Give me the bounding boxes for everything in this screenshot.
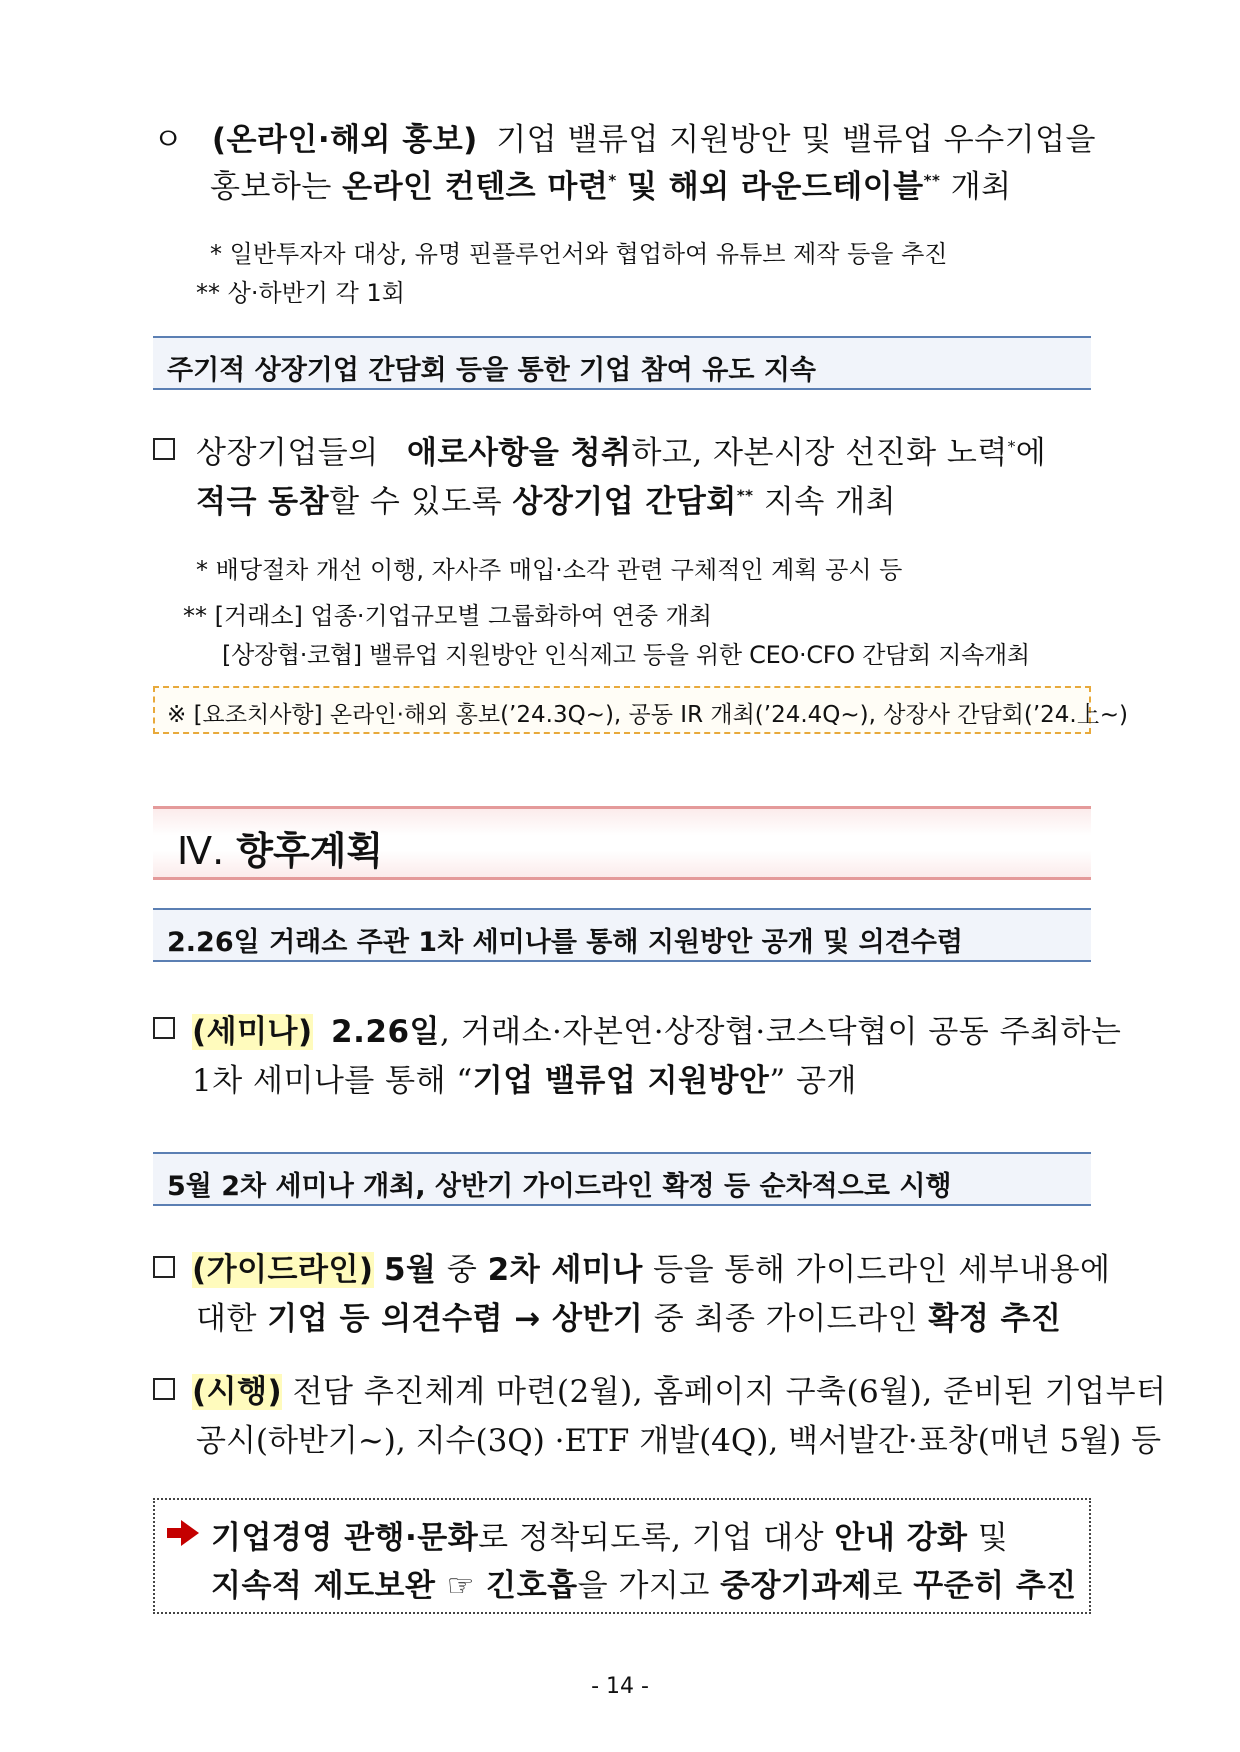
footnote-mark: ** xyxy=(923,171,941,190)
c-text-i: 꾸준히 추진 xyxy=(913,1568,1077,1604)
s3-text-a: 5월 xyxy=(383,1252,437,1288)
s2-text-c: 1차 세미나를 통해 “ xyxy=(192,1063,473,1099)
conclusion-line-1 xyxy=(211,1512,1008,1557)
checkbox-bullet-icon xyxy=(153,1378,175,1400)
section-heading-text: 5월 2차 세미나 개최, 상반기 가이드라인 확정 등 순차적으로 시행 xyxy=(167,1171,952,1202)
implementation-line-1 xyxy=(192,1366,1167,1411)
s1-text-h: 지속 개최 xyxy=(763,484,897,520)
s3-text-b: 중 xyxy=(446,1252,478,1288)
checkbox-bullet-icon xyxy=(153,1256,175,1278)
promo-text-b: 온라인 컨텐츠 마련 xyxy=(342,169,609,205)
s3-text-f: 기업 등 의견수렴 → 상반기 xyxy=(267,1301,644,1337)
section1-note-1: * 배당절차 개선 이행, 자사주 매입·소각 관련 구체적인 계획 공시 등 xyxy=(196,556,903,584)
c-text-g: 중장기과제 xyxy=(720,1568,873,1604)
promo-text-c: 및 해외 라운드테이블 xyxy=(627,169,924,205)
s3-text-e: 대한 xyxy=(196,1301,257,1337)
c-text-f: 을 가지고 xyxy=(577,1568,710,1604)
s1-text-g: 상장기업 간담회 xyxy=(512,484,737,520)
promo-note-1: * 일반투자자 대상, 유명 핀플루언서와 협업하여 유튜브 제작 등을 추진 xyxy=(210,240,948,268)
promo-label: (온라인·해외 홍보) xyxy=(211,122,478,158)
s3-text-h: 확정 추진 xyxy=(928,1301,1062,1337)
s3-text-i: 전담 추진체계 마련(2월), 홈페이지 구축(6월), 준비된 기업부터 xyxy=(292,1374,1167,1410)
chapter-heading xyxy=(177,820,383,875)
c-text-a: 기업경영 관행·문화 xyxy=(211,1520,479,1556)
s1-text-c: 하고, 자본시장 선진화 노력 xyxy=(631,435,1008,471)
chapter-bottom-rule xyxy=(153,877,1091,880)
action-note-text: ※ [요조치사항] 온라인·해외 홍보(’24.3Q~), 공동 IR 개최(’24.4Q~), 상장사 간담회(’24.上~) xyxy=(167,702,1128,728)
s3-text-c: 2차 세미나 xyxy=(487,1252,643,1288)
guideline-label: (가이드라인) xyxy=(192,1252,374,1288)
chapter-number: Ⅳ. xyxy=(177,829,225,873)
guideline-line-1 xyxy=(192,1244,1110,1289)
conclusion-line-2 xyxy=(211,1560,1077,1605)
s1-text-f: 할 수 있도록 xyxy=(329,484,503,520)
promo-line-1 xyxy=(153,114,1096,159)
bullet-icon: ㅇ xyxy=(153,122,184,158)
c-text-h: 로 xyxy=(872,1568,903,1604)
footnote-mark: ** xyxy=(736,486,754,505)
section-heading-text: 2.26일 거래소 주관 1차 세미나를 통해 지원방안 공개 및 의견수렴 xyxy=(167,927,963,958)
promo-line-2 xyxy=(210,161,1012,206)
s1-text-b: 애로사항을 청취 xyxy=(407,435,632,471)
chapter-title: 향후계획 xyxy=(236,829,384,873)
section1-note-3: [상장협·코협] 밸류업 지원방안 인식제고 등을 위한 CEO·CFO 간담회 지속개최 xyxy=(222,641,1030,669)
footnote-mark: * xyxy=(608,171,617,190)
section-heading-3 xyxy=(153,1152,1091,1206)
checkbox-bullet-icon xyxy=(153,438,175,460)
c-text-c: 안내 강화 xyxy=(834,1520,968,1556)
guideline-line-2 xyxy=(196,1293,1061,1338)
s2-text-a: 2.26일 xyxy=(331,1014,440,1050)
section1-note-2: ** [거래소] 업종·기업규모별 그룹화하여 연중 개최 xyxy=(183,602,712,630)
section1-line-2 xyxy=(196,476,896,521)
section-heading-2 xyxy=(153,908,1091,962)
section2-line-2 xyxy=(192,1055,857,1100)
page-number: - 14 - xyxy=(591,1674,649,1699)
implementation-label: (시행) xyxy=(192,1374,283,1410)
promo-text-a: 홍보하는 xyxy=(210,169,332,205)
s2-text-e: ” 공개 xyxy=(769,1063,857,1099)
s2-text-d: 기업 밸류업 지원방안 xyxy=(472,1063,770,1099)
s2-text-b: , 거래소·자본연·상장협·코스닥협이 공동 주최하는 xyxy=(439,1014,1122,1050)
action-note-box xyxy=(153,686,1128,734)
section-heading-text: 주기적 상장기업 간담회 등을 통한 기업 참여 유도 지속 xyxy=(167,355,817,386)
s1-text-e: 적극 동참 xyxy=(196,484,330,520)
arrow-right-icon xyxy=(167,1520,201,1546)
section-heading-1 xyxy=(153,336,1091,390)
s1-text-d: 에 xyxy=(1015,435,1047,471)
section2-line-1 xyxy=(192,1006,1121,1051)
promo-note-2: ** 상·하반기 각 1회 xyxy=(196,279,405,307)
implementation-line-2: 공시(하반기~), 지수(3Q) ·ETF 개발(4Q), 백서발간·표창(매년 5월) 등 xyxy=(196,1423,1162,1459)
s1-text-a: 상장기업들의 xyxy=(196,435,379,471)
checkbox-bullet-icon xyxy=(153,1017,175,1039)
c-text-d: 및 xyxy=(977,1520,1009,1556)
c-text-b: 로 정착되도록, 기업 대상 xyxy=(478,1520,825,1556)
footnote-mark: * xyxy=(1007,437,1016,456)
section1-line-1 xyxy=(196,427,1046,472)
conclusion-box xyxy=(153,1498,1091,1614)
chapter-top-rule xyxy=(153,806,1091,809)
s3-text-d: 등을 통해 가이드라인 세부내용에 xyxy=(653,1252,1111,1288)
seminar-label: (세미나) xyxy=(192,1014,313,1050)
promo-line1-text: 기업 밸류업 지원방안 및 밸류업 우수기업을 xyxy=(496,122,1096,158)
promo-text-d: 개최 xyxy=(950,169,1012,205)
c-text-e: 지속적 제도보완 ☞ 긴호흡 xyxy=(211,1568,578,1604)
chapter-banner xyxy=(153,806,1091,880)
s3-text-g: 중 최종 가이드라인 xyxy=(653,1301,919,1337)
